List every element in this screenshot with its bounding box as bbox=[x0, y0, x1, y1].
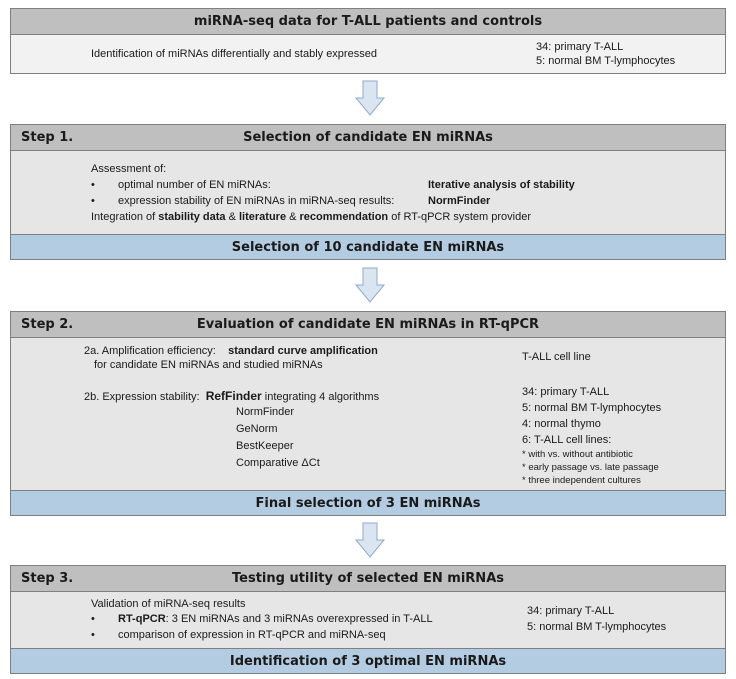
algorithm-item: Comparative ΔCt bbox=[236, 457, 320, 469]
step1-title: Selection of candidate EN miRNAs bbox=[243, 130, 493, 145]
step3-result: Identification of 3 optimal EN miRNAs bbox=[10, 648, 726, 674]
step3-header bbox=[10, 565, 726, 592]
step2-condition-1: * with vs. without antibiotic bbox=[522, 449, 633, 460]
top-title: miRNA-seq data for T-ALL patients and controls bbox=[193, 14, 543, 29]
top-sample-2: 5: normal BM T-lymphocytes bbox=[536, 55, 676, 67]
down-arrow-icon bbox=[355, 522, 385, 558]
step1-bullet-2-label: expression stability of EN miRNAs in miRNA-seq results: bbox=[118, 195, 395, 207]
step2-result: Final selection of 3 EN miRNAs bbox=[10, 490, 726, 516]
step3-sample-2: 5: normal BM T-lymphocytes bbox=[527, 621, 667, 633]
step2a-line-2: for candidate EN miRNAs and studied miRNAs bbox=[94, 359, 323, 371]
step3-title: Testing utility of selected EN miRNAs bbox=[232, 571, 504, 586]
step3-body bbox=[10, 591, 726, 649]
step2-header bbox=[10, 311, 726, 338]
step1-body bbox=[10, 150, 726, 235]
step3-bullet-2: • comparison of expression in RT-qPCR and miRNA-seq bbox=[91, 629, 386, 641]
step2-title: Evaluation of candidate EN miRNAs in RT-qPCR bbox=[196, 317, 540, 332]
algorithm-item: NormFinder bbox=[236, 406, 295, 418]
step1-integration: Integration of stability data & literature & recommendation of RT-qPCR system provider bbox=[91, 211, 531, 223]
algorithm-item: BestKeeper bbox=[236, 440, 294, 452]
step3-intro: Validation of miRNA-seq results bbox=[91, 598, 246, 610]
top-header bbox=[10, 8, 726, 35]
step2-label: Step 2. bbox=[21, 317, 74, 332]
step1-bullet-2-value: NormFinder bbox=[428, 195, 491, 207]
step2-sample-3: 4: normal thymo bbox=[522, 418, 601, 430]
step1-result: Selection of 10 candidate EN miRNAs bbox=[10, 234, 726, 260]
step2a-line-1: 2a. Amplification efficiency: standard curve amplification bbox=[84, 345, 378, 357]
step2-condition-3: * three independent cultures bbox=[522, 475, 641, 486]
step3-sample-1: 34: primary T-ALL bbox=[527, 605, 615, 617]
step2-condition-2: * early passage vs. late passage bbox=[522, 462, 659, 473]
step1-header bbox=[10, 124, 726, 151]
down-arrow-icon bbox=[355, 267, 385, 303]
top-sample-1: 34: primary T-ALL bbox=[536, 41, 624, 53]
step1-bullet-1-value: Iterative analysis of stability bbox=[428, 179, 575, 191]
step2-body bbox=[10, 337, 726, 491]
step1-intro: Assessment of: bbox=[91, 163, 167, 175]
step2-sample-4: 6: T-ALL cell lines: bbox=[522, 434, 612, 446]
bullet-icon: • bbox=[91, 613, 95, 625]
top-body bbox=[10, 34, 726, 74]
step2b-line: 2b. Expression stability: RefFinder integrating 4 algorithms bbox=[84, 389, 380, 403]
top-description: Identification of miRNAs differentially and stably expressed bbox=[91, 48, 377, 60]
step3-label: Step 3. bbox=[21, 571, 74, 586]
step1-bullet-1 bbox=[91, 178, 271, 192]
bullet-icon: • bbox=[91, 179, 95, 191]
step3-bullet-1: • RT-qPCR: 3 EN miRNAs and 3 miRNAs overexpressed in T-ALL bbox=[91, 613, 433, 625]
step1-bullet-1-label: optimal number of EN miRNAs: bbox=[118, 179, 271, 191]
bullet-icon: • bbox=[91, 629, 95, 641]
bullet-icon: • bbox=[91, 195, 95, 207]
down-arrow-icon bbox=[355, 80, 385, 116]
step2-sample-1: 34: primary T-ALL bbox=[522, 386, 610, 398]
step2a-cell-line: T-ALL cell line bbox=[522, 351, 591, 363]
step2-sample-2: 5: normal BM T-lymphocytes bbox=[522, 402, 662, 414]
step1-bullet-2 bbox=[91, 194, 394, 208]
step1-label: Step 1. bbox=[21, 130, 74, 145]
algorithm-item: GeNorm bbox=[236, 423, 278, 435]
